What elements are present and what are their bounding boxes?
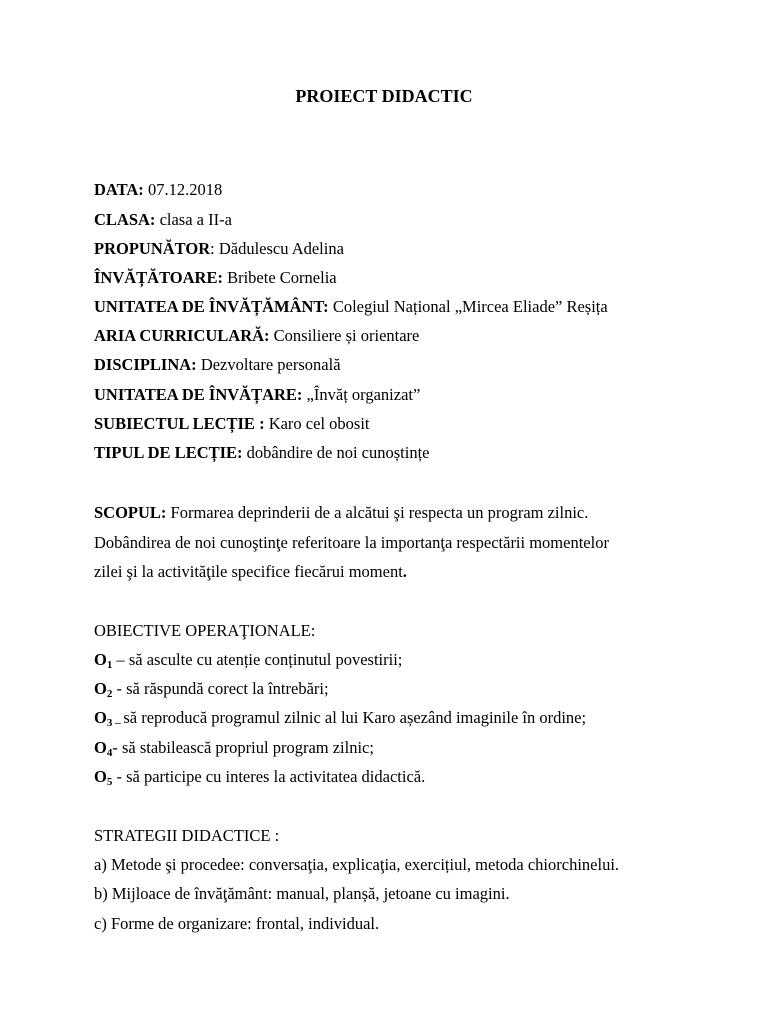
objective-text: - să participe cu interes la activitatea didactică.: [112, 767, 426, 786]
strategies-heading-colon: :: [270, 826, 280, 845]
objective-item: [94, 679, 329, 704]
objective-text: - să stabilească propriul program zilnic;: [112, 738, 374, 757]
field-value: Consiliere și orientare: [269, 326, 420, 345]
field-value: Dezvoltare personală: [196, 355, 341, 374]
scope-period: .: [402, 562, 407, 581]
field-label: DATA:: [94, 180, 144, 199]
objective-letter: O: [94, 708, 107, 727]
field-value: „Învăț organizat”: [302, 385, 421, 404]
objective-item: [94, 738, 374, 763]
objectives-heading: OBIECTIVE OPERAŢIONALE:: [94, 621, 316, 640]
field-value: Colegiul Național „Mircea Eliade” Reșița: [328, 297, 608, 316]
scope-line-1: [94, 503, 588, 523]
objective-item: [94, 767, 425, 792]
field-value: Bribete Cornelia: [222, 268, 337, 287]
objective-subscript: 4: [106, 747, 113, 759]
objective-subscript: 1: [106, 659, 113, 671]
field-label: SUBIECTUL LECȚIE :: [94, 414, 265, 433]
field-aria-curriculara: [94, 326, 419, 346]
scope-label: SCOPUL:: [94, 503, 167, 522]
field-label: DISCIPLINA:: [94, 355, 197, 374]
field-unitatea-invatamant: [94, 297, 608, 317]
scope-text: zilei şi la activităţile specifice fiecărui moment: [94, 562, 403, 581]
scope-line-2: Dobândirea de noi cunoştinţe referitoare la importanţa respectării momentelor: [94, 533, 609, 552]
objective-item: [94, 650, 402, 675]
field-disciplina: [94, 355, 341, 375]
objective-letter: O: [94, 679, 107, 698]
document-title: PROIECT DIDACTIC: [295, 86, 473, 106]
field-value: : Dădulescu Adelina: [210, 239, 344, 258]
objective-text: – să asculte cu atenție conținutul povestirii;: [112, 650, 403, 669]
objective-letter: O: [94, 738, 107, 757]
objective-subscript: 3 –: [106, 717, 124, 729]
objective-text: să reproducă programul zilnic al lui Karo așezând imaginile în ordine;: [123, 708, 587, 727]
objective-text: - să răspundă corect la întrebări;: [112, 679, 329, 698]
field-value: Karo cel obosit: [264, 414, 370, 433]
objective-item: [94, 708, 586, 733]
field-tipul-lectie: [94, 443, 430, 463]
objective-subscript: 5: [106, 776, 113, 788]
field-label: ÎNVĂȚĂTOARE:: [94, 268, 223, 287]
strategy-methods: [94, 855, 619, 875]
strategy-methods-text: a) Metode şi procedee: conversaţia, explicaţia, exercițiul,: [94, 855, 472, 874]
field-clasa: [94, 210, 232, 230]
field-label: ARIA CURRICULARĂ:: [94, 326, 270, 345]
field-value: dobândire de noi cunoștințe: [242, 443, 430, 462]
field-propunator: [94, 239, 344, 259]
strategies-heading: [94, 826, 279, 846]
objective-subscript: 2: [106, 688, 113, 700]
field-label: UNITATEA DE ÎNVĂȚĂMÂNT:: [94, 297, 329, 316]
field-value: clasa a II-a: [155, 210, 232, 229]
scope-line-3: [94, 562, 407, 582]
field-unitatea-invatare: [94, 385, 420, 405]
field-subiectul: [94, 414, 370, 434]
field-label: UNITATEA DE ÎNVĂȚARE:: [94, 385, 303, 404]
strategy-forms: c) Forme de organizare: frontal, individual.: [94, 914, 380, 933]
field-invatatoare: [94, 268, 337, 288]
strategy-means: b) Mijloace de învăţământ: manual, planșă, jetoane cu imagini.: [94, 884, 510, 903]
field-label: TIPUL DE LECȚIE:: [94, 443, 243, 462]
objective-letter: O: [94, 650, 107, 669]
objective-letter: O: [94, 767, 107, 786]
field-label: PROPUNĂTOR: [94, 239, 211, 258]
strategy-methods-extra: metoda chiorchinelui.: [471, 855, 620, 874]
field-value: 07.12.2018: [143, 180, 223, 199]
strategies-heading-text: STRATEGII DIDACTICE: [94, 826, 271, 845]
scope-text: Formarea deprinderii de a alcătui şi respecta un program zilnic.: [166, 503, 589, 522]
field-label: CLASA:: [94, 210, 156, 229]
field-data: [94, 180, 222, 200]
